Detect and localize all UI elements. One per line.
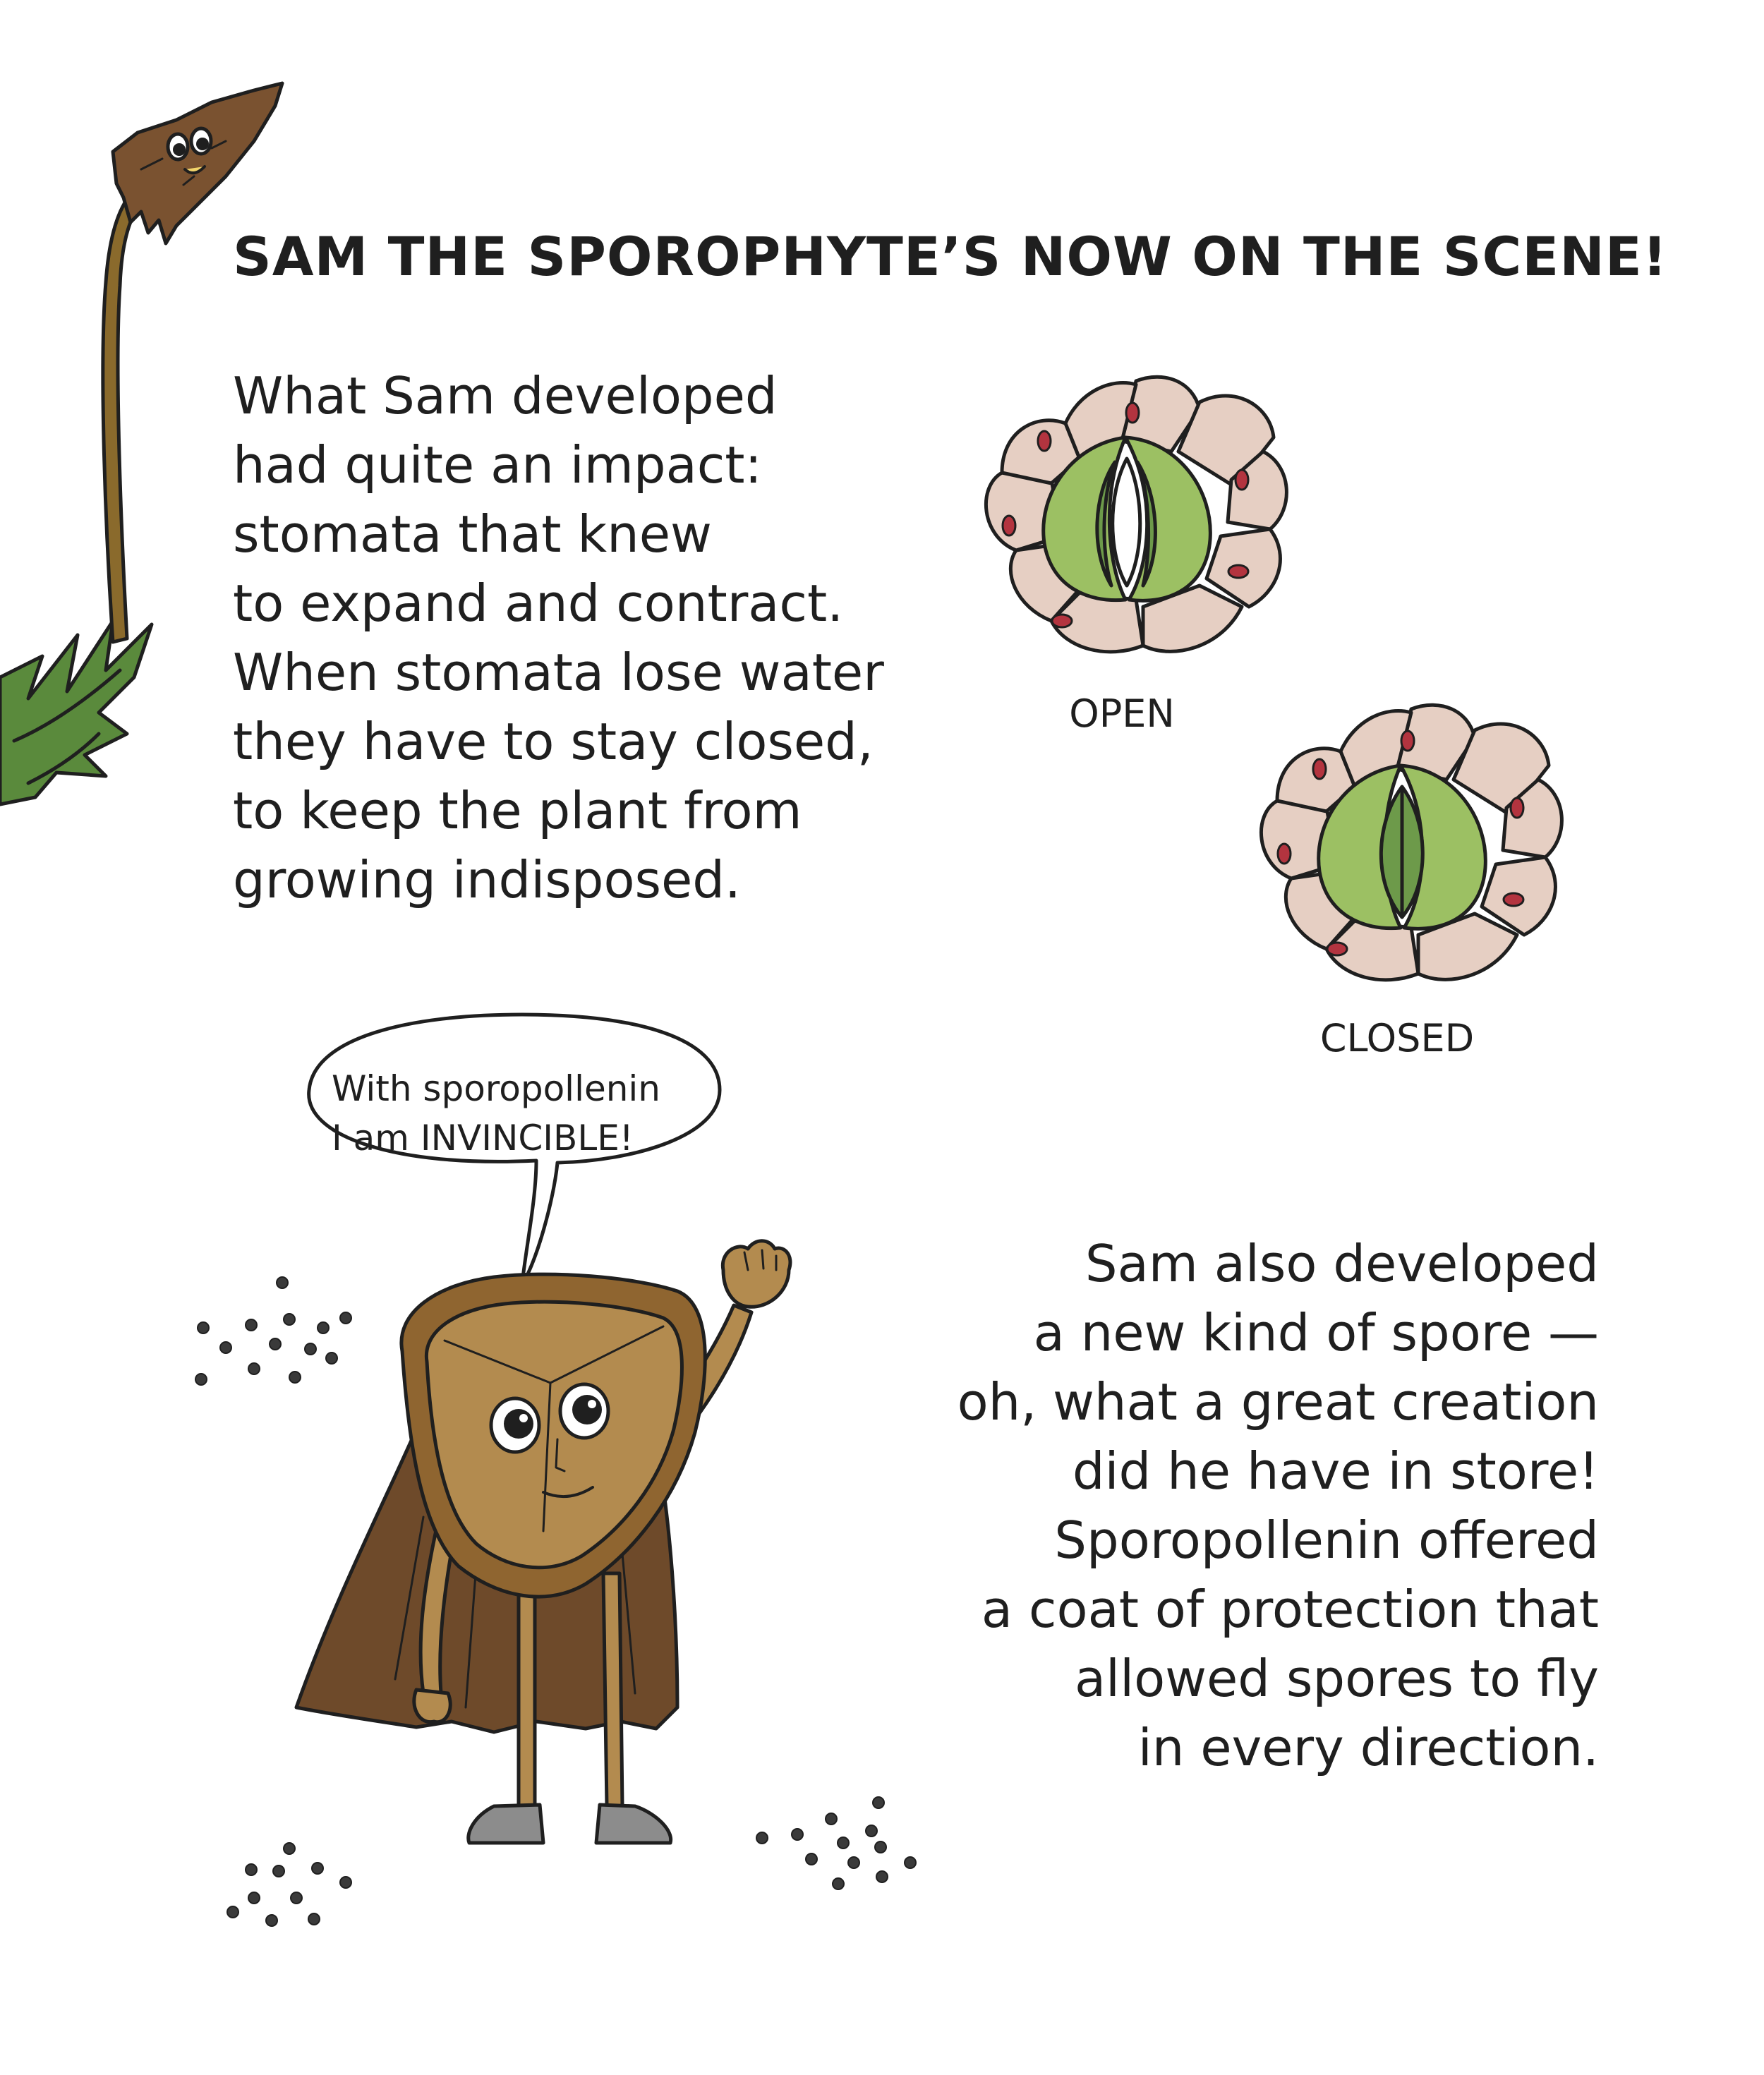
verse-line: allowed spores to fly [1074, 1649, 1599, 1708]
speech-bubble-text [332, 1064, 727, 1163]
left-verse [233, 361, 884, 914]
verse-line: stomata that knew [233, 504, 712, 564]
verse-line: in every direction. [1137, 1718, 1599, 1777]
open-stoma-label: OPEN [1069, 691, 1175, 736]
verse-line: did he have in store! [1072, 1441, 1599, 1501]
closed-stoma-icon [1261, 705, 1561, 980]
speech-line: I am INVINCIBLE! [332, 1118, 634, 1159]
sam-spore-character-icon [296, 1241, 790, 1843]
speech-line: With sporopollenin [332, 1068, 660, 1109]
verse-line: a new kind of spore — [1033, 1303, 1599, 1362]
closed-stoma-label: CLOSED [1319, 1016, 1475, 1060]
verse-line: they have to stay closed, [233, 712, 874, 771]
verse-line: had quite an impact: [233, 435, 762, 495]
verse-line: to expand and contract. [233, 574, 844, 633]
verse-line: When stomata lose water [233, 643, 884, 702]
verse-line: growing indisposed. [233, 850, 741, 909]
right-verse [957, 1229, 1599, 1782]
verse-line: What Sam developed [233, 366, 778, 425]
verse-line: Sporopollenin offered [1054, 1511, 1599, 1570]
page-headline: SAM THE SPOROPHYTE’S NOW ON THE SCENE! [233, 225, 1668, 288]
verse-line: oh, what a great creation [957, 1372, 1599, 1432]
verse-line: to keep the plant from [233, 781, 802, 840]
open-stoma-icon [986, 377, 1286, 652]
verse-line: a coat of protection that [981, 1580, 1599, 1639]
verse-line: Sam also developed [1085, 1234, 1599, 1293]
